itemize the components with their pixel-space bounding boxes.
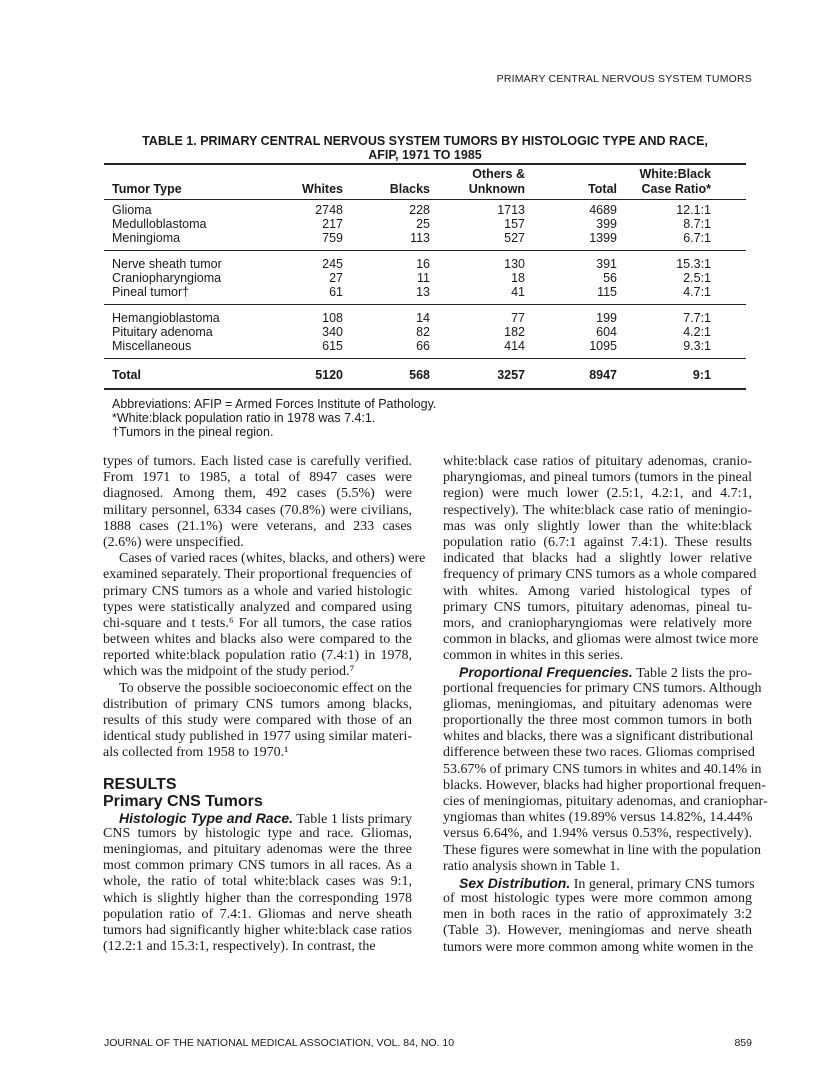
running-head: PRIMARY CENTRAL NERVOUS SYSTEM TUMORS <box>496 73 752 85</box>
text-line: ratio analysis shown in Table 1. <box>443 858 620 874</box>
table-title <box>104 134 746 162</box>
table-group-rule <box>104 358 746 359</box>
table-top-rule <box>104 163 746 165</box>
text-line: primary CNS tumors, pituitary adenomas, pineal tu- <box>443 599 752 615</box>
table-row <box>0 231 816 245</box>
table-row <box>0 339 816 353</box>
text-line: between whites and blacks also were compared to the <box>103 632 412 648</box>
text-line: (Table 3). However, meningiomas and nerve sheath <box>443 923 752 939</box>
text-line <box>443 664 752 680</box>
cell-blacks: 14 <box>416 311 430 325</box>
cell-whites: 2748 <box>315 203 343 217</box>
text-line: (2.6%) were unspecified. <box>103 534 244 550</box>
cell-type: Miscellaneous <box>112 339 192 353</box>
run-in-heading: Proportional Frequencies. <box>459 664 633 681</box>
text-line <box>443 874 755 892</box>
paragraph <box>103 681 412 762</box>
cell-whites: 27 <box>329 271 343 285</box>
cell-total: 199 <box>596 311 617 325</box>
text-line: population ratio of 7.4:1. Gliomas and nerve sheath <box>103 906 412 922</box>
cell-blacks: 16 <box>416 257 430 271</box>
cell-others: 41 <box>511 285 525 299</box>
text-line: meningiomas, and pituitary adenomas were the three <box>103 841 412 857</box>
text-line: common in whites in this series. <box>443 648 624 664</box>
run-in-heading: Histologic Type and Race. <box>119 809 294 826</box>
text-line: examined separately. Their proportional frequencies of <box>103 567 412 583</box>
cell-type: Glioma <box>112 203 152 217</box>
text-line: distribution of primary CNS tumors among blacks, <box>103 696 412 712</box>
cell-whites: 5120 <box>315 368 343 382</box>
text-line: military personnel, 6334 cases (70.8%) were civilians, <box>103 502 412 518</box>
text-line: blacks. However, blacks had higher proportional frequen- <box>443 777 766 793</box>
cell-total: 56 <box>603 271 617 285</box>
cell-total: 391 <box>596 257 617 271</box>
text-line: chi-square and t tests.⁶ For all tumors, the case ratios <box>103 615 412 631</box>
cell-others: 527 <box>504 231 525 245</box>
cell-type: Total <box>112 368 141 382</box>
text-line: yngiomas than whites (19.89% versus 14.82%, 14.44% <box>443 810 753 826</box>
text-line: gliomas, meningiomas, and pituitary adenomas were <box>443 696 752 712</box>
table-total-row <box>0 368 816 382</box>
text-line: These figures were somewhat in line with the population <box>443 842 762 858</box>
cell-total: 115 <box>597 285 617 299</box>
table-row <box>0 271 816 285</box>
text-line: versus 6.64%, and 1.94% versus 0.53%, respectively). <box>443 826 752 842</box>
text-line: reported white:black population ratio (7.4:1) in 1978, <box>103 648 412 664</box>
cell-others: 414 <box>504 339 525 353</box>
journal-citation: JOURNAL OF THE NATIONAL MEDICAL ASSOCIATION, VOL. 84, NO. 10 <box>104 1037 455 1049</box>
cell-total: 8947 <box>589 368 617 382</box>
cell-blacks: 13 <box>416 285 430 299</box>
paragraph <box>103 454 412 551</box>
paragraph <box>103 810 412 956</box>
table-row <box>0 217 816 231</box>
cell-total: 4689 <box>589 203 617 217</box>
cell-blacks: 25 <box>416 217 430 231</box>
cell-others: 77 <box>511 311 525 325</box>
text-line: primary CNS tumors as a whole and varied histologic <box>103 583 412 599</box>
left-column <box>103 454 426 955</box>
text-line: white:black case ratios of pituitary adenomas, cranio- <box>443 454 752 469</box>
cell-others: 157 <box>504 217 525 231</box>
cell-whites: 61 <box>329 285 343 299</box>
text-line: 1888 cases (21.1%) were veterans, and 233 cases <box>103 518 412 534</box>
text-line: region) were much lower (2.5:1, 4.2:1, and 4.7:1, <box>443 486 752 502</box>
cell-ratio: 4.7:1 <box>683 285 711 299</box>
text-line: mors, and craniopharyngiomas were relatively more <box>443 615 752 631</box>
table-group-rule <box>104 304 746 305</box>
header-blacks: Blacks <box>389 182 430 196</box>
cell-type: Meningioma <box>112 231 181 245</box>
cell-type: Pituitary adenoma <box>112 325 213 339</box>
cell-blacks: 11 <box>417 271 430 285</box>
cell-ratio: 4.2:1 <box>683 325 711 339</box>
text-line: diagnosed. Among them, 492 cases (5.5%) were <box>103 486 412 502</box>
cell-others: 130 <box>504 257 525 271</box>
text-line: To observe the possible socioeconomic effect on the <box>119 680 412 696</box>
paragraph <box>443 664 768 874</box>
text-run: Table 2 lists the pro- <box>636 666 753 682</box>
text-line: common in blacks, and gliomas were almost twice more <box>443 632 759 648</box>
cell-ratio: 9.3:1 <box>683 339 711 353</box>
cell-whites: 615 <box>322 339 343 353</box>
table-title-line1: TABLE 1. PRIMARY CENTRAL NERVOUS SYSTEM TUMORS BY HISTOLOGIC TYPE AND RACE, <box>142 134 708 148</box>
footnote-abbreviations: Abbreviations: AFIP = Armed Forces Institute of Pathology. <box>112 397 437 411</box>
text-line: Cases of varied races (whites, blacks, and others) were <box>119 551 426 567</box>
cell-others: 18 <box>511 271 525 285</box>
table-header-row1 <box>0 167 816 181</box>
text-line: identical study published in 1977 using similar materi- <box>103 729 412 745</box>
text-run: Table 1 lists primary <box>296 811 413 827</box>
text-line: types were statistically analyzed and compared using <box>103 599 412 615</box>
cell-ratio: 12.1:1 <box>676 203 711 217</box>
text-line: population ratio (6.7:1 against 7.4:1). These results <box>443 534 752 550</box>
cell-whites: 217 <box>322 217 343 231</box>
text-line: tumors were more common among white women in the <box>443 939 754 955</box>
cell-blacks: 66 <box>416 339 430 353</box>
paragraph <box>103 551 426 681</box>
cell-ratio: 8.7:1 <box>683 217 711 231</box>
cell-ratio: 15.3:1 <box>676 257 711 271</box>
text-line: with whites. Among varied histological types of <box>443 583 752 599</box>
table-header-rule <box>104 199 746 200</box>
cell-whites: 245 <box>322 257 343 271</box>
text-line: whites and blacks, there was a significant distributional <box>443 729 754 745</box>
cell-others: 3257 <box>497 368 525 382</box>
paragraph <box>443 454 759 664</box>
cell-whites: 340 <box>322 325 343 339</box>
table-title-line2: AFIP, 1971 TO 1985 <box>368 148 482 162</box>
cell-whites: 759 <box>322 231 343 245</box>
text-line: difference between these two races. Gliomas comprised <box>443 745 755 761</box>
text-line: pharyngiomas, and pineal tumors (tumors in the pineal <box>443 470 752 486</box>
cell-ratio: 2.5:1 <box>683 271 711 285</box>
table-row <box>0 285 816 299</box>
cell-type: Nerve sheath tumor <box>112 257 222 271</box>
paragraph-lines <box>443 891 752 956</box>
page-number: 859 <box>734 1037 752 1049</box>
cell-total: 1095 <box>589 339 617 353</box>
header-ratio-1: White:Black <box>639 167 711 181</box>
text-line: frequency of primary CNS tumors as a whole compared <box>443 567 757 583</box>
text-line: types of tumors. Each listed case is carefully verified. <box>103 454 412 469</box>
text-line: results of this study were compared with those of an <box>103 713 412 728</box>
text-line: men in both races in the ratio of approximately 3:2 <box>443 907 752 923</box>
footnote-pineal: †Tumors in the pineal region. <box>112 425 274 439</box>
header-tumor-type: Tumor Type <box>112 182 182 196</box>
table-group-rule <box>104 250 746 251</box>
text-line: 53.67% of primary CNS tumors in whites and 40.14% in <box>443 761 762 777</box>
paragraph-lines <box>103 826 412 956</box>
header-others-2: Unknown <box>468 182 525 196</box>
cell-others: 1713 <box>497 203 525 217</box>
cell-type: Hemangioblastoma <box>112 311 220 325</box>
cell-ratio: 7.7:1 <box>683 311 711 325</box>
text-line: tumors had significantly higher white:black case ratios <box>103 922 412 938</box>
right-column <box>443 454 768 956</box>
table-header-row2 <box>0 182 816 196</box>
text-line <box>103 810 412 826</box>
cell-total: 399 <box>596 217 617 231</box>
cell-others: 182 <box>504 325 525 339</box>
text-line: indicated that blacks had a slightly lower relative <box>443 551 752 567</box>
text-line: whole, the ratio of total white:black cases was 9:1, <box>103 874 412 890</box>
table-bottom-rule <box>104 388 746 390</box>
text-line: als collected from 1958 to 1970.¹ <box>103 745 289 761</box>
subsection-heading: Primary CNS Tumors <box>103 792 263 810</box>
text-line: mas was only slightly lower than the white:black <box>443 518 752 534</box>
header-ratio-2: Case Ratio* <box>641 182 711 196</box>
text-line: respectively). The white:black case ratio of meningio- <box>443 502 752 518</box>
cell-type: Medulloblastoma <box>112 217 207 231</box>
text-line: From 1971 to 1985, a total of 8947 cases were <box>103 470 412 486</box>
run-in-heading: Sex Distribution. <box>459 874 571 891</box>
text-line: (12.2:1 and 15.3:1, respectively). In contrast, the <box>103 939 376 955</box>
table-row <box>0 257 816 271</box>
section-heading-results: RESULTS <box>103 775 177 793</box>
cell-total: 604 <box>596 325 617 339</box>
text-line: of most histologic types were more common among <box>443 891 752 907</box>
page-footer <box>104 1037 752 1049</box>
text-line: which was the midpoint of the study period.⁷ <box>103 664 355 680</box>
footnote-population-ratio: *White:black population ratio in 1978 was 7.4:1. <box>112 411 376 425</box>
cell-ratio: 9:1 <box>692 368 711 382</box>
text-line: CNS tumors by histologic type and race. Gliomas, <box>103 825 412 841</box>
paragraph <box>443 874 755 956</box>
cell-blacks: 228 <box>409 203 430 217</box>
cell-type: Pineal tumor† <box>112 285 190 299</box>
text-line: portional frequencies for primary CNS tumors. Although <box>443 680 762 696</box>
text-line: cies of meningiomas, pituitary adenomas, and craniophar- <box>443 793 768 809</box>
text-line: most common primary CNS tumors in all races. As a <box>103 858 412 874</box>
text-run: In general, primary CNS tumors <box>573 876 755 892</box>
cell-blacks: 113 <box>410 231 430 245</box>
paragraph-lines <box>443 680 768 875</box>
header-total: Total <box>588 182 617 196</box>
table-row <box>0 325 816 339</box>
cell-ratio: 6.7:1 <box>683 231 711 245</box>
cell-whites: 108 <box>322 311 343 325</box>
text-line: proportionally the three most common tumors in both <box>443 713 752 728</box>
cell-type: Craniopharyngioma <box>112 271 222 285</box>
cell-blacks: 82 <box>416 325 430 339</box>
table-row <box>0 311 816 325</box>
text-line: which is slightly higher than the corresponding 1978 <box>103 890 412 906</box>
table-row <box>0 203 816 217</box>
cell-total: 1399 <box>589 231 617 245</box>
cell-blacks: 568 <box>409 368 430 382</box>
header-others-1: Others & <box>472 167 525 181</box>
header-whites: Whites <box>302 182 343 196</box>
